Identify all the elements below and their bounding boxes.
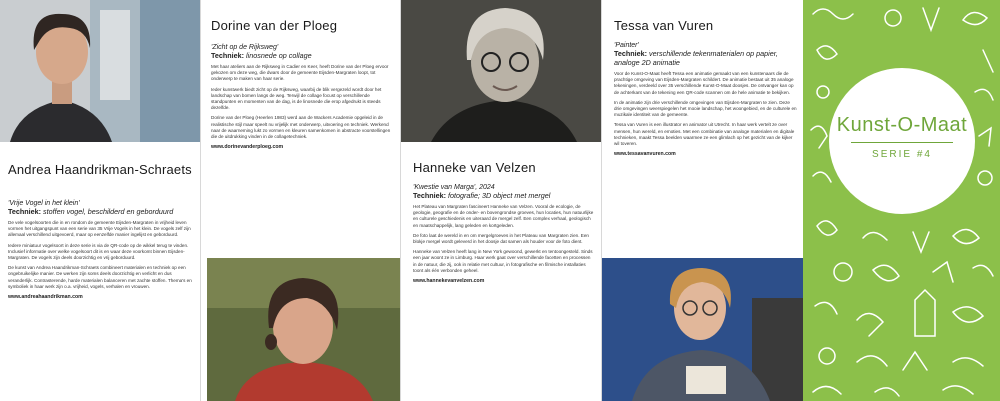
text-block-tessa [614,42,798,157]
technique [614,49,798,67]
technique [211,51,394,60]
portrait-photo-andrea [0,0,200,142]
paragraph: Iedere miniatuur vogelsoort in deze serie is via de QR-code op de wikkel terug te vinden. Inclusief informatie over welke vogelsoort dit is en waar deze voorkomt binnen Eijsden-Margraten. De vogels zijn deels doorzichtig en vrij geborduurd. [8,242,189,261]
website-link[interactable]: www.dorinevanderploeg.com [211,144,284,151]
paragraph: De kunst van Andrea Haandrikman-Schraets combineert materialen en techniek op een ongebruikelijke manier. De werken zijn soms deels doorzichtig en verlicht en dus veranderlijk. Contrasterende, harde materialen balanceren met zachte stoffen. Thema's en symboliek in haar werk zijn o.a. vrijheid, vogels, verhalen en vrouwen. [8,265,192,289]
technique-value: stoffen vogel, beschilderd en geborduurd [43,207,174,216]
artist-name-tessa: Tessa van Vuren [614,18,714,33]
website-link[interactable]: www.andreahaandrikman.com [8,294,83,301]
paragraph: Hanneke van Velzen heeft lang in New York gewoond, gewerkt en tentoongesteld. Sinds een jaar woont ze in Limburg. Haar werk gaat over verschillende facetten en processen in de natuur, die zij, ook in relatie met cultuur, in fotografische en filmische installaties toont als één verbonden geheel. [413,249,593,273]
artist-name-hanneke: Hanneke van Velzen [413,160,536,175]
technique-value: linosnede op collage [246,51,312,60]
paragraph: De foto laat de wereld in en om mergelgroeves in het Plateau van Margraten zien. Een blokje mergel wordt geleverd in het doosje dat samen als houder voor de foto dient. [413,232,589,245]
technique-label: Techniek: [8,207,42,216]
panel-dorine [201,0,400,401]
logo-divider [851,142,953,143]
paragraph: De vele vogelsoorten die in en rondom de gemeente Eijsden-Margraten in vrijheid leven vormen het uitgangspunt van een serie van 35 Vrije Vogels in het klein. De vogels zelf zijn allemaal verschillend uitgevoerd, maar op eenzelfde manier ingelijst en geborduurd. [8,220,191,238]
technique-label: Techniek: [614,49,648,58]
portrait-photo-dorine [207,258,400,401]
portrait-photo-tessa [602,258,803,401]
text-block-andrea [8,200,192,300]
artwork-title: 'Vrije Vogel in het klein' [8,200,80,207]
paragraph: Met haar ateliers aan de Rijksweg in Cadier en Keer, heeft Dorine van der Ploeg ervoor gekozen om deze weg, die dwars door de gemeente Eijsden-Margraten loopt, tot onderwerp te maken van haar serie. [211,64,389,82]
panel-tessa [602,0,803,401]
paragraph: Dorine van der Ploeg (Heerlen 1983) werd aan de Wackers Academie opgeleid in de realistische stijl maar speelt nu vrijelijk met onderwerp, uitvoering en techniek. Werkend naar de waarneming lukt zo vormen en kleuren samenkomen in abstracte voorstellingen die de uitdrukking vinden in de collagetechniek. [211,115,391,140]
artist-name-andrea: Andrea Haandrikman-Schraets [8,162,192,177]
text-block-dorine [211,44,394,150]
website-link[interactable]: www.hannekevanvelzen.com [413,278,485,285]
paragraph: Voor de Kunst-O-Maat heeft Tessa een animatie gemaakt van een kunstenaars die de prachtige omgeving van Eijsden-Margraten schildert. De animatie bestaat uit 35 analoge tekeningen, verdeeld over 35 verschillende Kunst-O-Maat doosjes. De ontvanger kan op de achterkant van de tekening een QR-code scannen om de hele animatie te bekijken. [614,71,794,95]
website-link[interactable]: www.tessavanvuren.com [614,151,676,158]
technique [413,191,595,200]
logo-subtitle: SERIE #4 [872,149,932,160]
artwork-title: 'Zicht op de Rijksweg' [211,44,279,51]
cover-panel [803,0,1000,401]
technique [8,207,192,216]
portrait-photo-hanneke [401,0,601,142]
artwork-title: 'Painter' [614,42,639,49]
text-block-hanneke [413,184,595,284]
artist-name-dorine: Dorine van der Ploeg [211,18,338,33]
panel-andrea [0,0,200,401]
paragraph: Ieder kunstwerk biedt zicht op de Rijksweg, waarbij de blik vergezeld wordt door het landschap van bomen langs de weg. Terwijl de collage focust op verschillende standpunten en momenten van de dag, is de linosnede die erop afgedrukt is steeds dezelfde. [211,86,382,111]
logo-badge [829,68,975,214]
technique-value: verschillende tekenmaterialen op papier, analoge 2D animatie [614,49,778,67]
paragraph: In de animatie zijn drie verschillende omgevingen van Eijsden-Margraten te zien. Deze drie omgevingen weerspiegelen het mooie landschap, het woongebied, en de culturele en muzikale identiteit van de gemeente. [614,99,797,118]
paragraph: Het Plateau van Margraten fascineert Hanneke van Velzen. Vooral de ecologie, de geologie, geografie en de onder- en bovengrondse groeves, hun locaties, hun natuurlijke en culturele geschiedenis en uiteraard de mergel zelf. Een complex verhaal, geologisch en maatschappelijk, lang geleden en kortgeleden. [413,204,594,228]
technique-label: Techniek: [211,51,245,60]
technique-value: fotografie; 3D object met mergel [448,191,551,200]
panel-hanneke [401,0,601,401]
technique-label: Techniek: [413,191,447,200]
paragraph: Tessa van Vuren is een illustrator en animator uit Utrecht. In haar werk vertelt ze over mensen, hun wereld, en emoties. Met een combinatie van analoge materialen en digitale technieken, maakt Tessa beelden waarmee ze een glimlach op het gezicht van de kijker wil toveren. [614,122,795,147]
artwork-title: 'Kwestie van Marga', 2024 [413,184,495,191]
logo-title: Kunst-O-Maat [836,114,968,136]
